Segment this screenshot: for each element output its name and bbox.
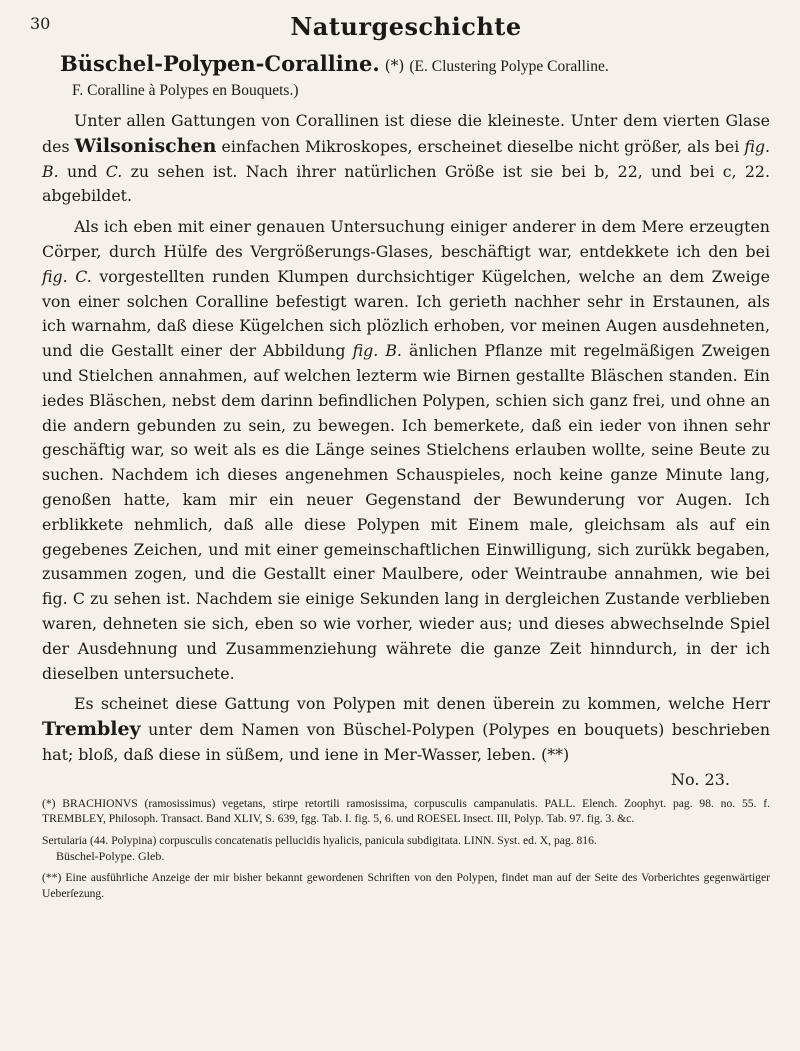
section-heading: [60, 52, 770, 103]
paragraph-text: und: [58, 161, 106, 181]
catchword: No. 23.: [671, 769, 730, 789]
running-title: Naturgeschichte: [290, 12, 522, 41]
footnote-1: (*) BRACHIONVS (ramosissimus) vegetans, stirpe retortili ramosissima, corpusculis campanulatis. PALL. Elench. Zoophyt. pag. 98. no. 55. f. TREMBLEY, Philosoph. Transact. Band XLIV, S. 639, fgg. Tab. I. fig. 5, 6. und ROESEL Insect. III, Polyp. Tab. 97. fig. 3. &c.: [42, 796, 770, 826]
figure-ref: fig. B.: [352, 341, 402, 361]
section-title: Büschel-Polypen-Coralline.: [60, 51, 380, 76]
figure-ref: fig. B.: [42, 136, 770, 181]
page-number: 30: [30, 14, 51, 33]
paragraph-text: Unter allen Gattungen von Corallinen ist diese die kleineste. Unter dem vierten Glase des: [42, 111, 770, 156]
paragraph-text: zu sehen ist. Nach ihrer natürlichen Größe ist sie bei b, 22, und bei c, 22. abgebildet.: [42, 161, 770, 206]
english-name: (E. Clustering Polype Coralline.: [409, 58, 609, 75]
paragraph-1: [42, 109, 770, 209]
paragraph-text: unter dem Namen von Büschel-Polypen (Polypes en bouquets) beschrieben hat; bloß, daß diese in süßem, und iene in Mer-Wasser, leben. (**): [42, 720, 770, 764]
footnote-marker: (*): [384, 57, 405, 75]
paragraph-2: [42, 215, 770, 686]
french-name: F. Coralline à Polypes en Bouquets.): [72, 82, 299, 99]
footnote-3: Büschel-Polype. Gleb.: [56, 849, 165, 864]
paragraph-text: vorgestellten runden Klumpen durchsichtiger Kügelchen, welche an dem Zweige von einer solchen Coralline befestigt waren. Ich gerieth nachher sehr in Erstaunen, als ich warnahm, daß diese Kügelchen sich plözlich erhoben, vor meinen Augen ausdehneten, und die Gestallt einer der Abbildung: [42, 266, 770, 361]
emphasized-name: Tremblеy: [42, 718, 141, 741]
footnote-4: (**) Eine ausführliche Anzeige der mir bisher bekannt gewordenen Schriften von den Polypen, findet man auf der Seite des Vorberichtes gegenwärtiger Ueberſezung.: [42, 871, 770, 900]
paragraph-text: änlichen Pflanze mit regelmäßigen Zweigen und Stielchen annahmen, auf welchen lezterm wie Birnen gestallte Bläschen standen. Ein iedes Bläschen, nebst dem darinn befindlichen Polypen, schien sich ganz frei, und ohne an die andern gebunden zu sein, zu bewegen. Ich bemerkete, daß ein ieder von ihnen sehr geschäftig war, so weit als es die Länge seines Stielchens erlauben wollte, seine Beute zu suchen. Nachdem ich dieses angenehmen Schauspieles, noch keine ganze Minute lang, genoßen hatte, kam mir ein neuer Gegenstand der Bewunderung vor Augen. Ich erblikkete nehmlich, daß alle diese Polypen mit Einem male, gleichsam als auf ein gegebenes Zeichen, und mit einer gemeinschaftlichen Einwilligung, sich zurükk begaben, zusammen zogen, und die Gestallt einer Maulbere, oder Weintraube annahmen, wie bei fig. C zu sehen ist. Nachdem sie einige Sekunden lang in dergleichen Zustande verblieben waren, dehneten sie sich, eben so wie vorher, wieder aus; und dieses abwechselnde Spiel der Ausdehnung und Zusammenziehung währete die ganze Zeit hinndurch, in der ich dieselben untersuchete.: [42, 341, 770, 683]
paragraph-3: [42, 692, 770, 767]
figure-ref: fig. C.: [42, 266, 92, 286]
page-header: [30, 10, 770, 41]
paragraph-text: Es scheinet diese Gattung von Polypen mit denen überein zu kommen, welche Herr: [74, 694, 770, 714]
figure-ref: C.: [105, 161, 123, 181]
emphasized-name: Wilsonischen: [74, 134, 217, 157]
paragraph-text: einfachen Mikroskopes, erscheinet dieselbe nicht größer, als bei: [216, 136, 745, 156]
footnote-2: Sertularia (44. Polypina) corpusculis concatenatis pellucidis hyalicis, panicula subdigitata. LINN. Syst. ed. X, pag. 816.: [42, 833, 597, 847]
paragraph-text: Als ich eben mit einer genauen Untersuchung einiger anderer in dem Mere erzeugten Cörper, durch Hülfe des Vergrößerungs-Glases, beschäftigt war, entdekkete ich den bei: [42, 217, 770, 261]
